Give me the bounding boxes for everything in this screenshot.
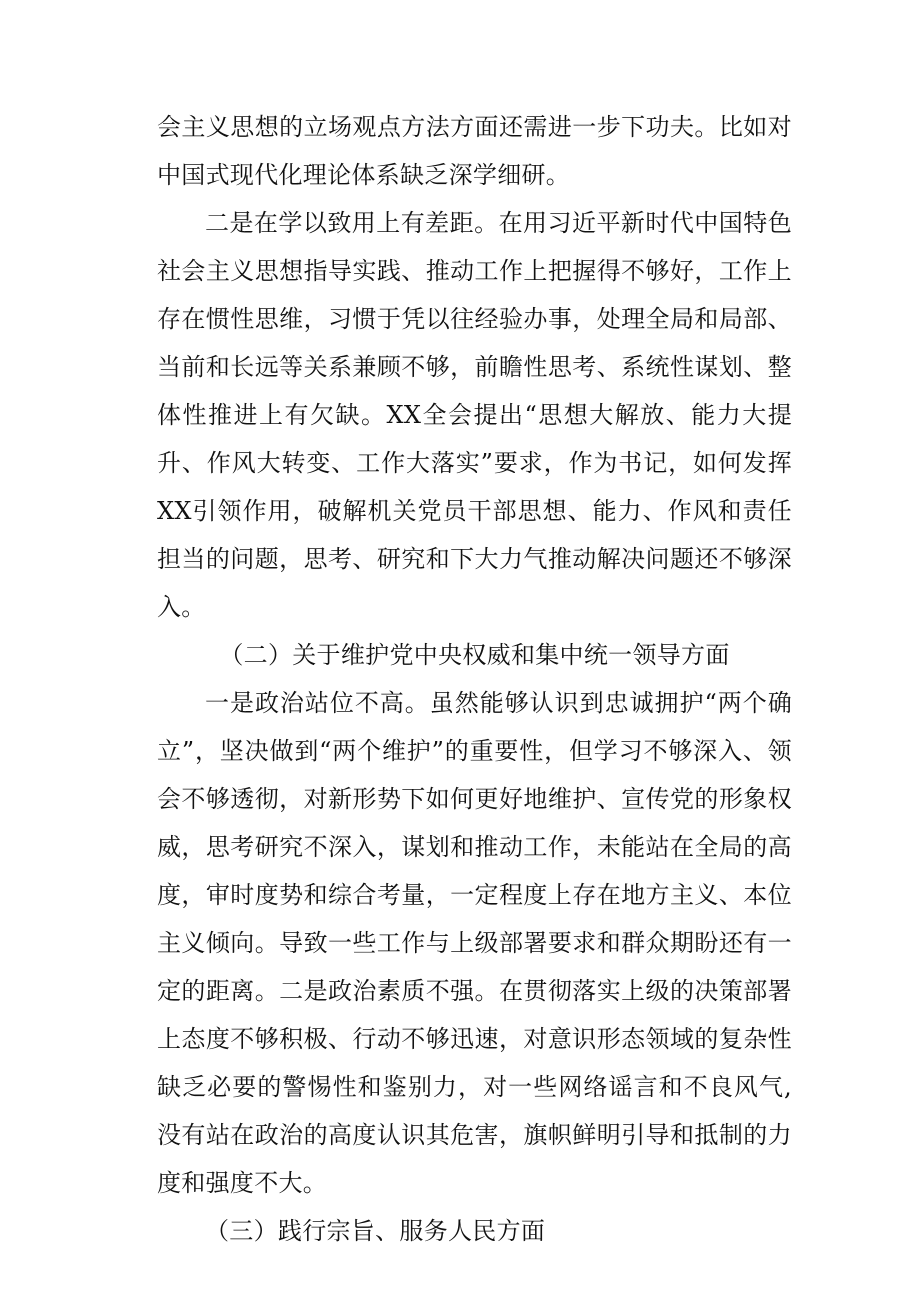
document-body [157, 103, 792, 1255]
paragraph-three: 一是政治站位不高。虽然能够认识到忠诚拥护“两个确立”，坚决做到“两个维护”的重要性，但学习不够深入、领会不够透彻，对新形势下如何更好地维护、宣传党的形象权威，思考研究不深入，谋划和推动工作，未能站在全局的高度，审时度势和综合考量，一定程度上存在地方主义、本位主义倾向。导致一些工作与上级部署要求和群众期盼还有一定的距离。二是政治素质不强。在贯彻落实上级的决策部署上态度不够积极、行动不够迅速，对意识形态领域的复杂性缺乏必要的警惕性和鉴别力，对一些网络谣言和不良风气,没有站在政治的高度认识其危害，旗帜鲜明引导和抵制的力度和强度不大。 [157, 689, 792, 1197]
paragraph-continuation: 会主义思想的立场观点方法方面还需进一步下功夫。比如对中国式现代化理论体系缺乏深学细研。 [157, 113, 792, 189]
paragraph-two: 二是在学以致用上有差距。在用习近平新时代中国特色社会主义思想指导实践、推动工作上把握得不够好，工作上存在惯性思维，习惯于凭以往经验办事，处理全局和局部、当前和长远等关系兼顾不够，前瞻性思考、系统性谋划、整体性推进上有欠缺。XX全会提出“思想大解放、能力大提升、作风大转变、工作大落实”要求，作为书记，如何发挥XX引领作用，破解机关党员干部思想、能力、作风和责任担当的问题，思考、研究和下大力气推动解决问题还不够深入。 [157, 209, 792, 621]
section-heading-two: （二）关于维护党中央权威和集中统一领导方面 [219, 641, 730, 669]
section-heading-three: （三）践行宗旨、服务人民方面 [205, 1217, 546, 1245]
